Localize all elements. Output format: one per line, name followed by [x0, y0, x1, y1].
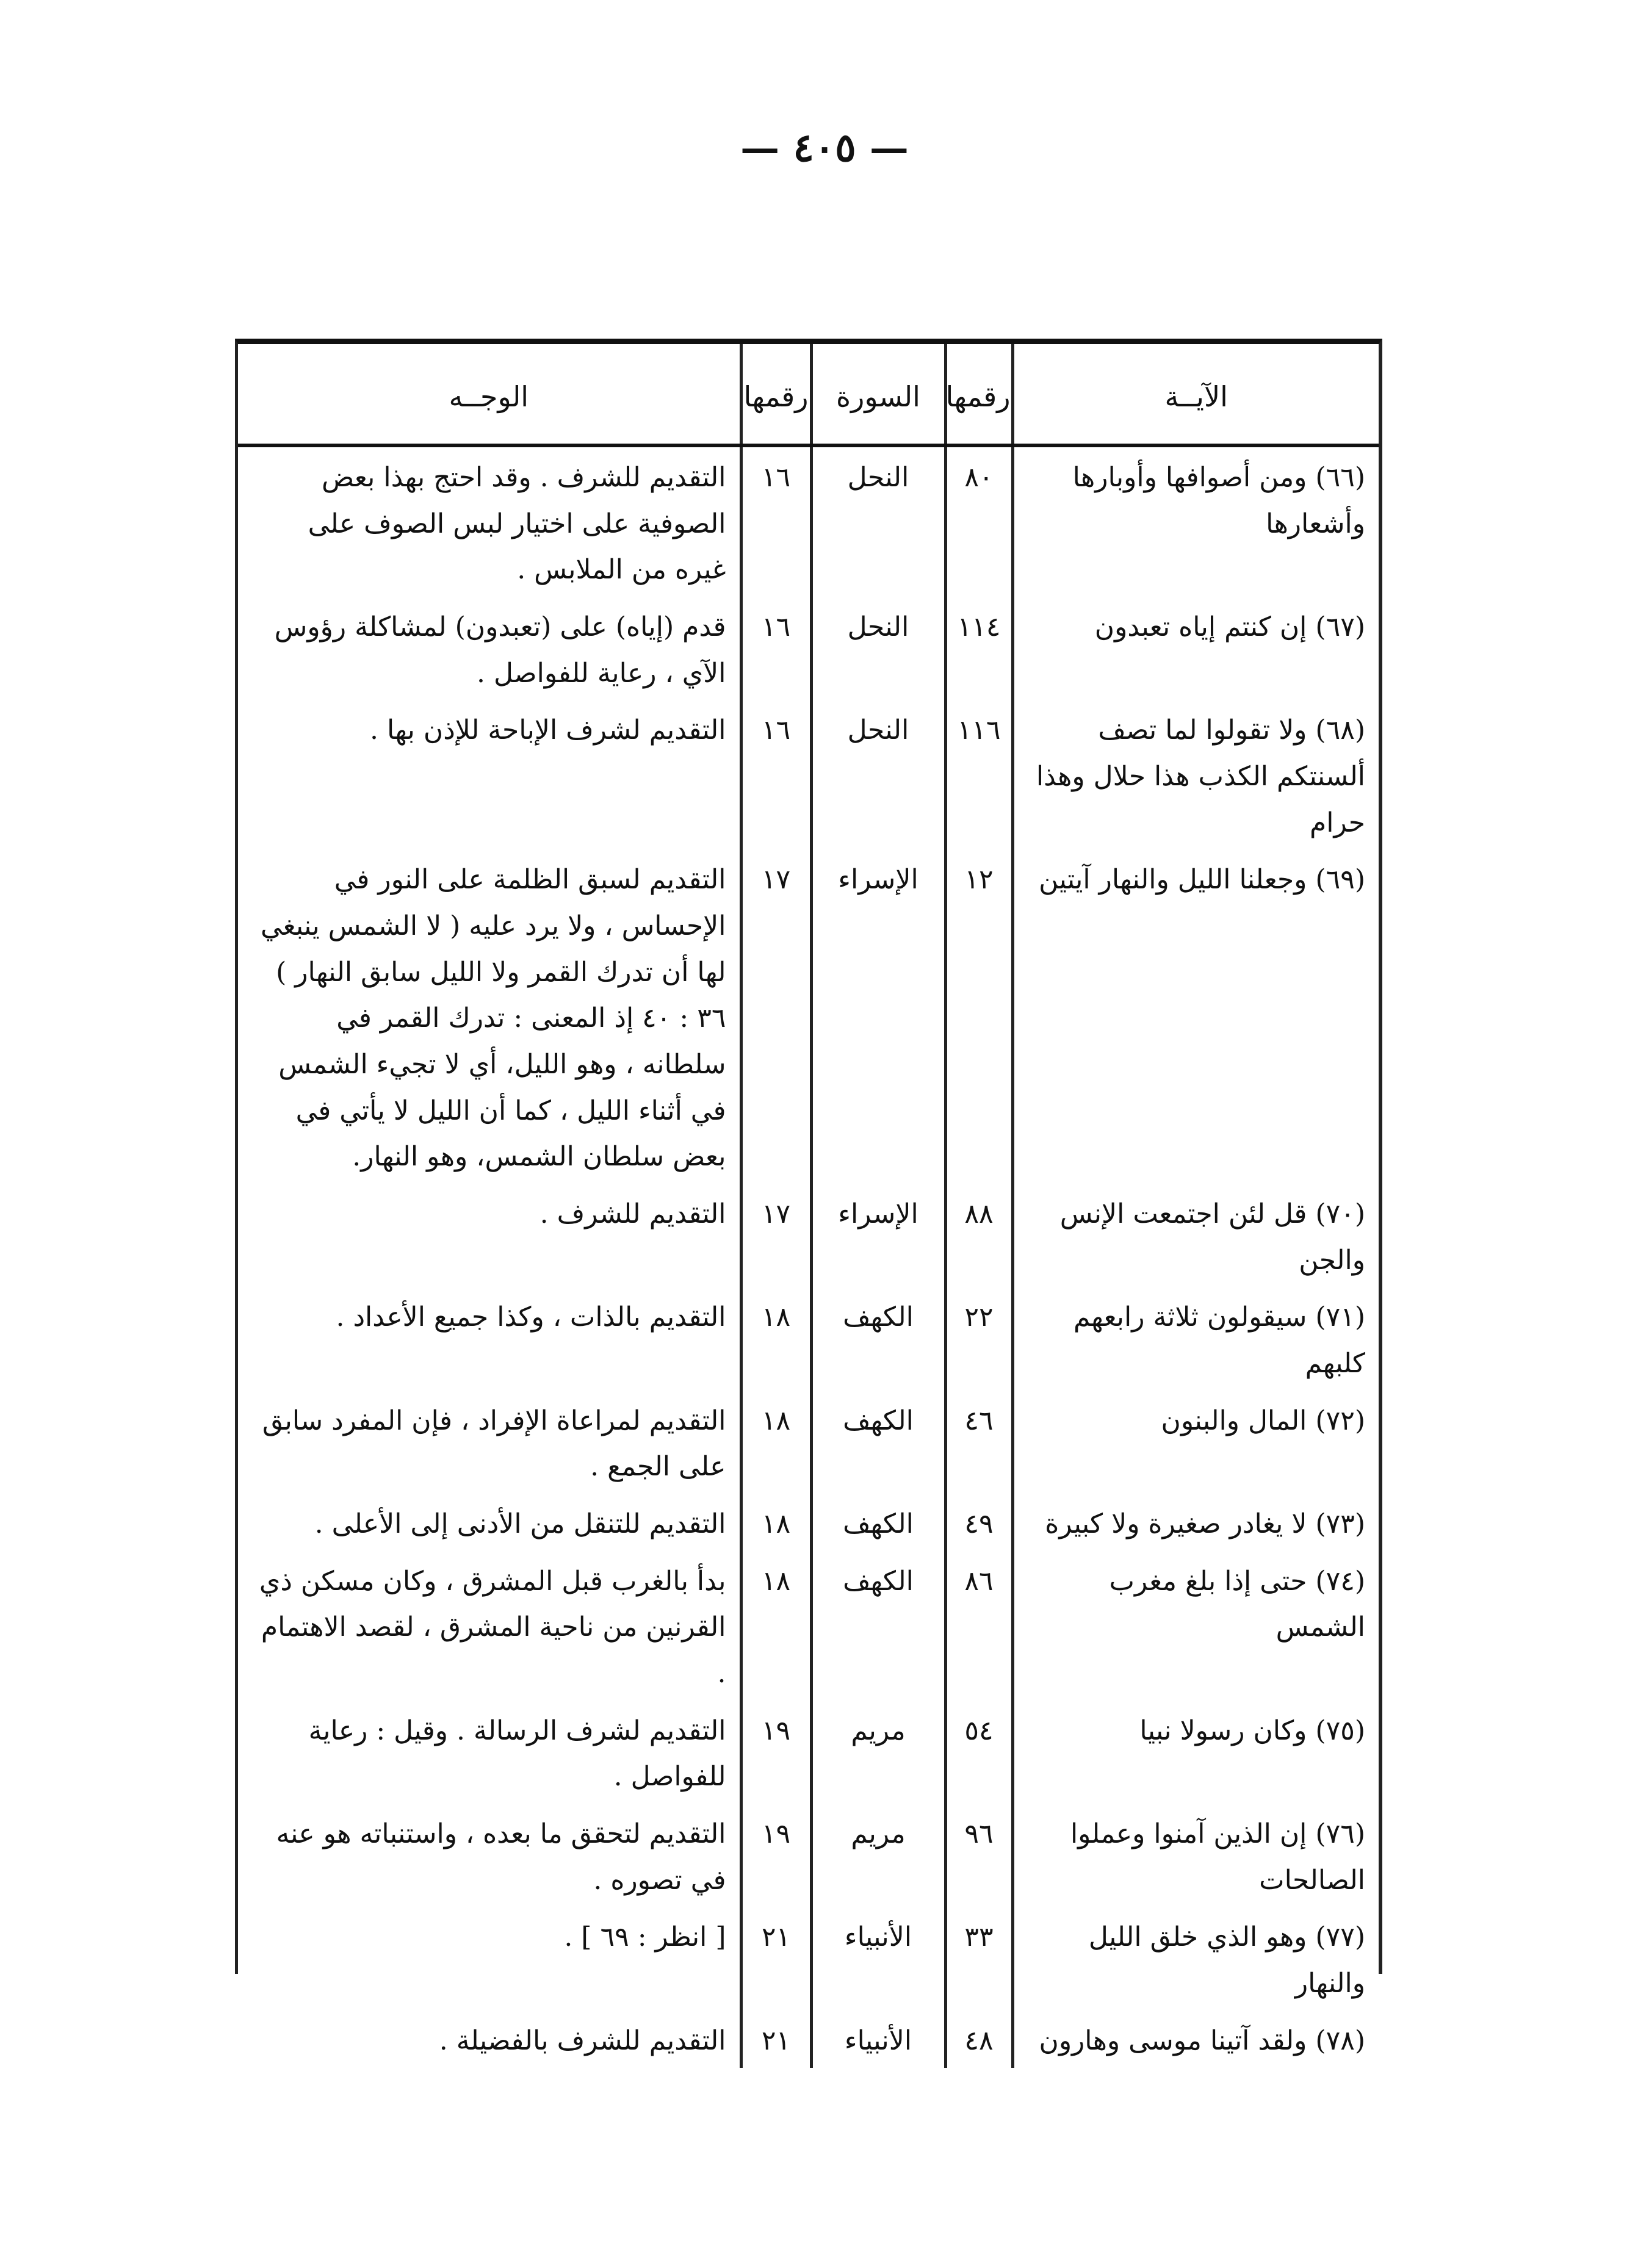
ayah-cell: (٦٧) إن كنتم إياه تعبدون	[1094, 611, 1365, 643]
table-row	[238, 1551, 1379, 1701]
table-row	[238, 849, 1379, 1184]
table-row	[238, 1701, 1379, 1804]
table-row	[238, 1907, 1379, 2010]
surah-number-cell: ٢١	[741, 2011, 811, 2068]
table-row	[238, 445, 1379, 597]
ayah-number-cell: ٤٨	[945, 2011, 1012, 2068]
header-surah: السورة	[811, 344, 945, 445]
header-ayah-number: رقمها	[945, 344, 1012, 445]
ayah-number-cell: ٩٦	[945, 1804, 1012, 1907]
wajh-cell: التقديم للشرف . وقد احتج بهذا بعض الصوفية على اختيار لبس الصوف على غيره من الملابس .	[308, 462, 726, 586]
page-number: — ٤٠٥ —	[740, 125, 909, 171]
surah-number-cell: ١٦	[741, 597, 811, 700]
wajh-cell: بدأ بالغرب قبل المشرق ، وكان مسكن ذي القرنين من ناحية المشرق ، لقصد الاهتمام .	[259, 1565, 726, 1690]
ayah-cell: (٦٩) وجعلنا الليل والنهار آيتين	[1039, 864, 1365, 896]
ayah-number-cell: ٨٨	[945, 1184, 1012, 1287]
surah-cell: النحل	[847, 611, 909, 643]
table-row	[238, 597, 1379, 700]
wajh-cell: التقديم لمراعاة الإفراد ، فإن المفرد سابق على الجمع .	[262, 1405, 726, 1483]
wajh-cell: التقديم لشرف الإباحة للإذن بها .	[369, 715, 726, 746]
header-ayah: الآيــة	[1012, 344, 1379, 445]
wajh-cell: التقديم لشرف الرسالة . وقيل : رعاية للفواصل .	[308, 1715, 726, 1793]
surah-cell: الإسراء	[838, 864, 918, 896]
table	[238, 344, 1379, 2068]
surah-cell: مريم	[851, 1818, 906, 1850]
surah-cell: الكهف	[843, 1565, 914, 1597]
header-surah-number: رقمها	[741, 344, 811, 445]
surah-cell: الأنبياء	[844, 2025, 912, 2056]
ayah-number-cell: ٥٤	[945, 1701, 1012, 1804]
table-row	[238, 1494, 1379, 1551]
ayah-number-cell: ٤٩	[945, 1494, 1012, 1551]
ayah-cell: (٧٦) إن الذين آمنوا وعملوا الصالحات	[1070, 1818, 1365, 1896]
ayah-table	[235, 339, 1382, 2056]
surah-cell: الكهف	[843, 1508, 914, 1540]
surah-number-cell: ١٧	[741, 1184, 811, 1287]
surah-number-cell: ١٨	[741, 1551, 811, 1701]
ayah-cell: (٧٨) ولقد آتينا موسى وهارون	[1039, 2025, 1365, 2056]
ayah-number-cell: ٨٠	[945, 445, 1012, 597]
surah-cell: النحل	[847, 715, 909, 746]
surah-number-cell: ١٦	[741, 445, 811, 597]
ayah-cell: (٧٢) المال والبنون	[1161, 1405, 1365, 1436]
ayah-cell: (٦٦) ومن أصوافها وأوبارها وأشعارها	[1072, 462, 1365, 539]
header-wajh: الوجــه	[238, 344, 741, 445]
table-row	[238, 1287, 1379, 1390]
surah-cell: مريم	[851, 1715, 906, 1746]
ayah-cell: (٧٤) حتى إذا بلغ مغرب الشمس	[1109, 1565, 1365, 1643]
ayah-cell: (٦٨) ولا تقولوا لما تصف ألسنتكم الكذب هذا حلال وهذا حرام	[1036, 715, 1365, 838]
wajh-cell: التقديم لتحقق ما بعده ، واستنباته هو عنه في تصوره .	[276, 1818, 726, 1896]
wajh-cell: التقديم لسبق الظلمة على النور في الإحساس ، ولا يرد عليه ( لا الشمس ينبغي لها أن تدرك القمر ولا الليل سابق النهار ) ٣٦ : ٤٠ إذ المعنى : تدرك القمر في سلطانه ، وهو الليل، أي لا تجيء الشمس في أثناء الليل ، كما أن الليل لا يأتي في بعض سلطان الشمس، وهو النهار.	[260, 864, 726, 1173]
ayah-cell: (٧٣) لا يغادر صغيرة ولا كبيرة	[1045, 1508, 1365, 1540]
surah-number-cell: ١٨	[741, 1391, 811, 1494]
ayah-number-cell: ١١٦	[945, 700, 1012, 849]
wajh-cell: التقديم للتنقل من الأدنى إلى الأعلى .	[314, 1508, 726, 1540]
ayah-cell: (٧٥) وكان رسولا نبيا	[1139, 1715, 1365, 1746]
surah-number-cell: ١٩	[741, 1804, 811, 1907]
ayah-number-cell: ٢٢	[945, 1287, 1012, 1390]
surah-number-cell: ١٧	[741, 849, 811, 1184]
header-row	[238, 344, 1379, 445]
ayah-number-cell: ٣٣	[945, 1907, 1012, 2010]
ayah-cell: (٧٠) قل لئن اجتمعت الإنس والجن	[1059, 1198, 1365, 1276]
ayah-cell: (٧٧) وهو الذي خلق الليل والنهار	[1088, 1921, 1365, 2000]
surah-number-cell: ١٨	[741, 1494, 811, 1551]
surah-number-cell: ٢١	[741, 1907, 811, 2010]
surah-cell: الأنبياء	[844, 1921, 912, 1953]
wajh-cell: التقديم للشرف .	[539, 1198, 726, 1230]
surah-cell: الكهف	[843, 1405, 914, 1436]
wajh-cell: التقديم بالذات ، وكذا جميع الأعداد .	[336, 1301, 726, 1333]
table-row	[238, 1804, 1379, 1907]
surah-number-cell: ١٦	[741, 700, 811, 849]
ayah-number-cell: ٤٦	[945, 1391, 1012, 1494]
table-row	[238, 700, 1379, 849]
wajh-cell: [ انظر : ٦٩ ] .	[564, 1921, 726, 1953]
ayah-number-cell: ٨٦	[945, 1551, 1012, 1701]
wajh-cell: التقديم للشرف بالفضيلة .	[439, 2025, 726, 2056]
surah-cell: النحل	[847, 462, 909, 493]
ayah-number-cell: ١١٤	[945, 597, 1012, 700]
table-row	[238, 2011, 1379, 2068]
surah-cell: الإسراء	[838, 1198, 918, 1230]
table-row	[238, 1184, 1379, 1287]
surah-cell: الكهف	[843, 1301, 914, 1333]
surah-number-cell: ١٩	[741, 1701, 811, 1804]
wajh-cell: قدم (إياه) على (تعبدون) لمشاكلة رؤوس الآي ، رعاية للفواصل .	[274, 611, 726, 689]
surah-number-cell: ١٨	[741, 1287, 811, 1390]
ayah-cell: (٧١) سيقولون ثلاثة رابعهم كلبهم	[1073, 1301, 1365, 1380]
ayah-number-cell: ١٢	[945, 849, 1012, 1184]
table-row	[238, 1391, 1379, 1494]
